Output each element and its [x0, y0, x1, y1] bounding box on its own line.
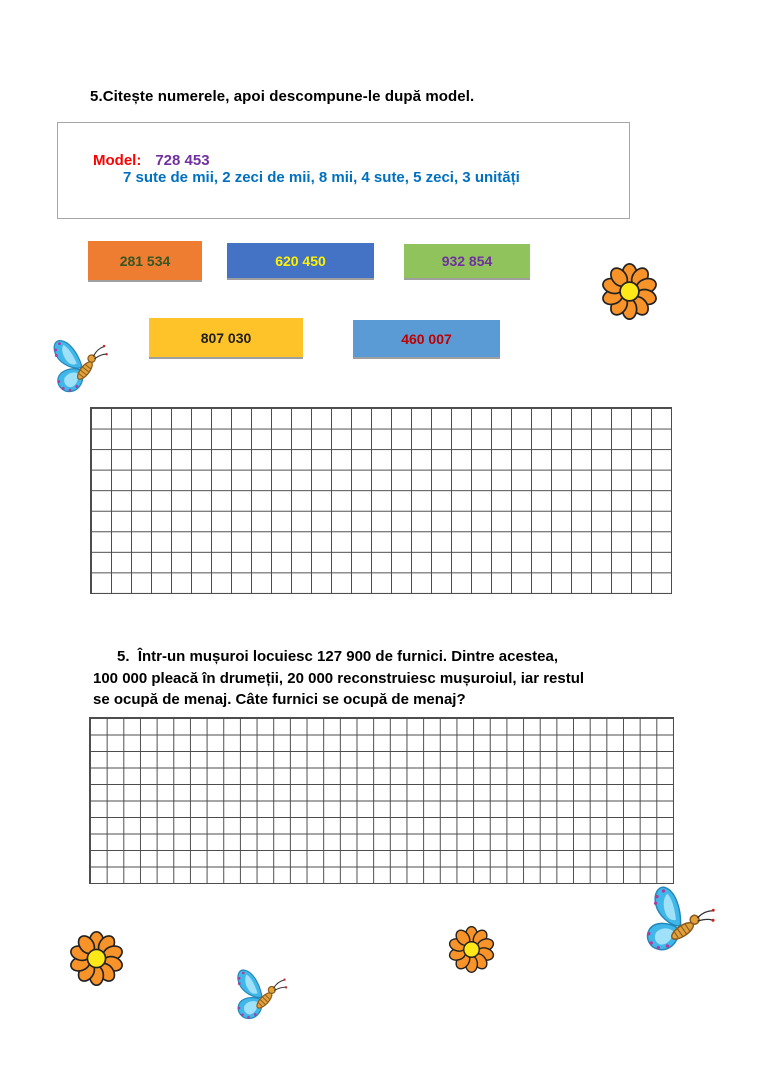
word-problem [93, 646, 584, 711]
butterfly-icon [633, 877, 732, 972]
model-decomposition: 7 sute de mii, 2 zeci de mii, 8 mii, 4 sute, 5 zeci, 3 unități [123, 169, 520, 186]
word-problem-line: se ocupă de menaj. Câte furnici se ocupă de menaj? [93, 691, 466, 708]
number-card-value: 460 007 [401, 330, 452, 347]
flower-icon [448, 926, 495, 973]
flower-icon [69, 931, 124, 986]
word-problem-line: 100 000 pleacă în drumeții, 20 000 reconstruiesc mușuroiul, iar restul [93, 669, 585, 687]
number-card-value: 807 030 [200, 329, 252, 346]
butterfly-icon [226, 964, 300, 1029]
model-label: Model: [93, 152, 142, 169]
number-card-281534 [88, 241, 202, 280]
model-box [57, 122, 630, 219]
exercise-5-title: 5.Citește numerele, apoi descompune-le după model. [90, 88, 475, 105]
word-problem-line: 5. Într-un mușuroi locuiesc 127 900 de furnici. Dintre acestea, [117, 648, 558, 665]
answer-grid-2 [89, 717, 674, 884]
number-card-460007 [353, 320, 500, 357]
butterfly-icon [52, 335, 114, 397]
number-card-value: 281 534 [119, 252, 171, 269]
flower-icon [601, 263, 658, 320]
answer-grid-1 [90, 407, 672, 594]
number-card-value: 932 854 [441, 253, 493, 269]
number-card-807030 [149, 318, 303, 357]
number-card-value: 620 450 [275, 252, 326, 269]
number-card-620450 [227, 243, 374, 278]
model-number: 728 453 [155, 152, 210, 169]
number-card-932854 [404, 244, 530, 278]
